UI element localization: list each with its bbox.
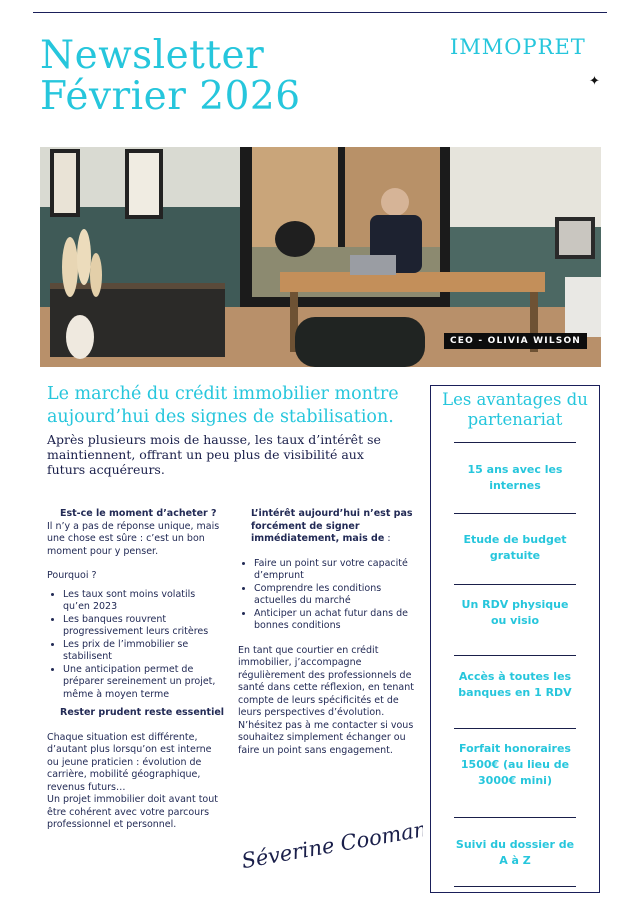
sparkle-icon: ✦ xyxy=(589,74,600,89)
article-intro: Après plusieurs mois de hausse, les taux d’intérêt se maintiennent, offrant un peu plus de visibilité aux futurs acquéreurs. xyxy=(47,432,381,477)
signature-drawing xyxy=(233,803,423,873)
list-item: • Les banques rouvrent progressivement leurs critères xyxy=(63,614,225,639)
list-item: • Une anticipation permet de préparer sereinement un projet, même à moyen terme xyxy=(63,664,225,702)
title-line-2: Février 2026 xyxy=(40,74,301,119)
sidebar-item-fees: Forfait honoraires 1500€ (au lieu de 3000€ mini) xyxy=(459,742,571,787)
col2-heading xyxy=(238,508,418,546)
sidebar-divider xyxy=(454,886,576,887)
sidebar-divider xyxy=(454,728,576,729)
photo-caption: CEO - OLIVIA WILSON xyxy=(444,333,587,349)
col2-paragraph: En tant que courtier en crédit immobilier, j’accompagne régulièrement des professionnels de santé dans cette réflexion, en tenant compte de leurs spécificités et de leurs perspectives d’évolution. N’hésitez pas à me contacter si vous souhaitez simplement échanger ou faire un point sans engagement. xyxy=(238,644,414,756)
sidebar-title: Les avantages du partenariat xyxy=(442,390,588,429)
list-item: • Faire un point sur votre capacité d’emprunt xyxy=(254,558,418,583)
signature-text: Séverine Coomans xyxy=(239,815,423,873)
col1-paragraph-2: Chaque situation est différente, d’autant plus lorsqu’on est interne ou jeune praticien : évolution de carrière, mobilité géographique, revenus futurs… xyxy=(47,731,212,793)
col1-paragraph: Il n’y a pas de réponse unique, mais une chose est sûre : c’est un bon moment pour y penser. xyxy=(47,520,220,557)
col1-bullet-list xyxy=(47,589,225,702)
article-headline: Le marché du crédit immobilier montre aujourd’hui des signes de stabilisation. xyxy=(47,384,399,427)
list-item: • Les prix de l’immobilier se stabilisent xyxy=(63,639,225,664)
sidebar-divider xyxy=(454,817,576,818)
col2-bullet-list xyxy=(238,558,418,633)
article-column-2 xyxy=(238,508,418,757)
col2-heading-bold: L’intérêt aujourd’hui n’est pas forcément de signer immédiatement, mais de xyxy=(251,508,413,544)
sidebar-divider xyxy=(454,655,576,656)
col1-paragraph-3: Un projet immobilier doit avant tout être cohérent avec votre parcours professionnel et personnel. xyxy=(47,794,218,830)
list-item: • Comprendre les conditions actuelles du marché xyxy=(254,583,418,608)
col1-heading-2: Rester prudent reste essentiel xyxy=(60,707,225,718)
list-item: • Les taux sont moins volatils qu’en 2023 xyxy=(63,589,225,614)
newsletter-title xyxy=(40,35,301,117)
sidebar-divider xyxy=(454,442,576,443)
sidebar-item-followup: Suivi du dossier de A à Z xyxy=(455,838,575,867)
sidebar-item-budget: Etude de budget gratuite xyxy=(463,533,567,562)
article-column-1 xyxy=(47,508,225,832)
list-item: • Anticiper un achat futur dans de bonnes conditions xyxy=(254,608,418,633)
sidebar-item-banks: Accès à toutes les banques en 1 RDV xyxy=(458,670,572,699)
sidebar-divider xyxy=(454,584,576,585)
sidebar-divider xyxy=(454,513,576,514)
col1-heading: Est-ce le moment d’acheter ? xyxy=(60,508,217,519)
brand-logo-text: IMMOPRET xyxy=(450,35,586,59)
col1-pourquoi: Pourquoi ? xyxy=(47,570,97,581)
sidebar-item-experience: 15 ans avec les internes xyxy=(467,463,563,492)
top-divider xyxy=(33,12,607,13)
sidebar-item-rdv: Un RDV physique ou visio xyxy=(461,598,569,627)
title-line-1: Newsletter xyxy=(40,33,265,78)
col2-heading-tail: : xyxy=(384,533,391,544)
handwritten-signature xyxy=(233,803,423,873)
